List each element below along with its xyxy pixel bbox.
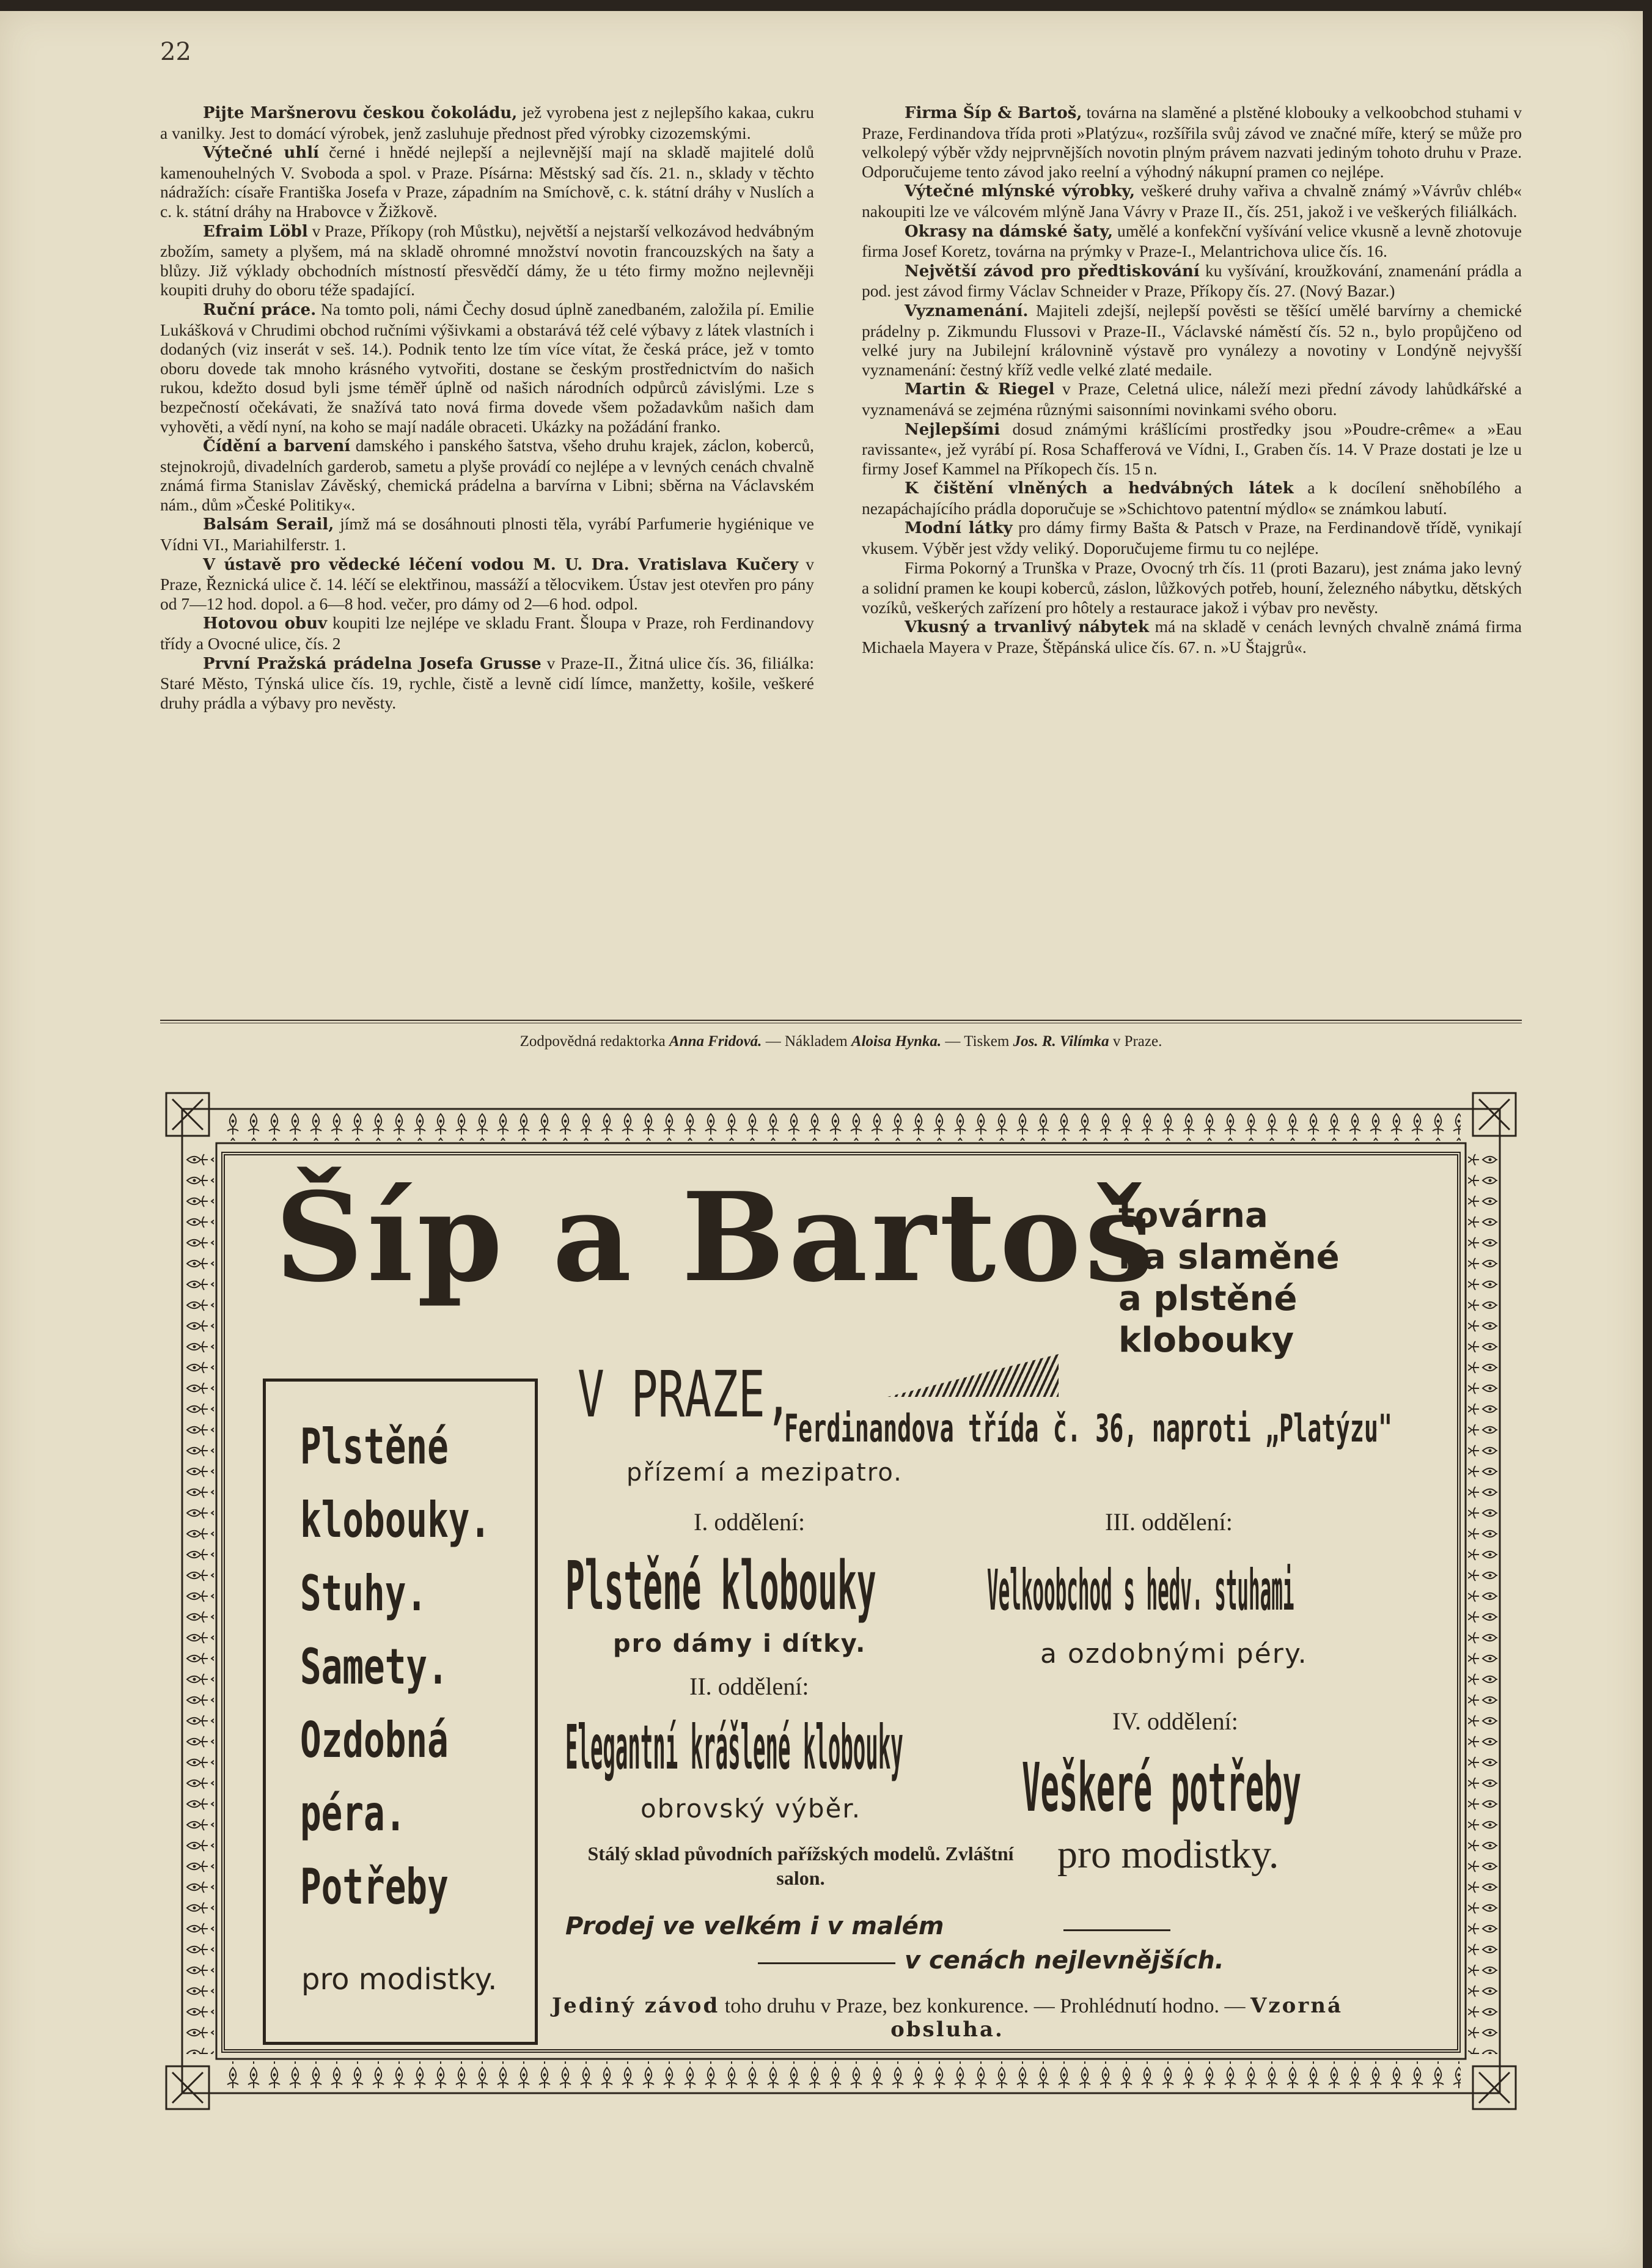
ad-floors: přízemí a mezipatro.	[626, 1459, 903, 1487]
dept-note: Stálý sklad původních pařížských modelů. Zvláštní salon.	[587, 1843, 1014, 1889]
dept-label: IV. oddělení:	[1112, 1707, 1238, 1735]
notice: Výtečné uhlí černé i hnědé nejlepší a nejlevnější mají na skladě majitelé dolů kamenouhelných V. Svoboda a spol. v Praze. Písárna: Městský sad čís. 21. n., sklady v těchto nádražích: císaře Františka Josefa v Praze, západním na Smíchově, c. k. státní dráhy v Nuslích a c. k. státní dráhy na Hrabovce v Žižkově.	[160, 142, 815, 221]
dept-label: II. oddělení:	[689, 1673, 809, 1700]
dept-subtitle: a ozdobnými péry.	[1040, 1638, 1308, 1670]
notice: Hotovou obuv koupiti lze nejlépe ve skladu Frant. Šloupa v Praze, roh Ferdinandovy třídy a Ovocné ulice, čís. 2	[160, 613, 814, 654]
notice: Vyznamenání. Majiteli zdejší, nejlepší pověsti se těšící umělé barvírny a chemické prádelny p. Zikmundu Flussovi v Praze-II., Václavské náměstí čís. 52 n., bylo propůjčeno od velké jury na Jubilejní královnině výstavě pro vynálezy a novotiny v Londýně nejvyšší vyznamenání: čestný kříž vedle velké zlaté medaile.	[862, 300, 1522, 379]
page-number: 22	[160, 38, 191, 66]
notice: Efraim Löbl v Praze, Příkopy (roh Můstku), největší a nejstarší velkozávod hedvábným zbožím, samety a plyšem, má na skladě ohromné množství novotin francouzských na šaty a blůzy. Již výklady obchodních místností přesvědčí dámy, že u této firmy možno nejlevněji koupiti druhy do oboru téže spadající.	[160, 221, 815, 300]
notice: Výtečné mlýnské výrobky, veškeré druhy vařiva a chvalně známý »Vávrův chléb« nakoupiti lze ve válcovém mlýně Jana Vávry v Praze II., čís. 251, jakož i ve veškerých filiálkách.	[862, 181, 1522, 221]
notice: Ruční práce. Na tomto poli, námi Čechy dosud úplně zanedbaném, založila pí. Emilie Lukášková v Chrudimi obchod ručními výšivkami a obstarává též celé výbavy z látek vlastních i dodaných (viz inserát v seš. 14.). Podnik tento lze tím více vítat, že česká práce, jež v tomto oboru dovede tak mnoho krásného vytvořiti, dostane se českým prostřednictvím do našich rukou, kdežto dosud byli jsme téměř úplně od našich národních odpůrců závislými. Lze s bezpečností očekávati, že snažívá tato nová firma dovede všem požadavkům našich dam vyhověti, a vědí nyní, na koho se mají nadále obraceti. Ukázky na požádání franko.	[160, 299, 814, 436]
sale-line-2: v cenách nejlevnějších.	[905, 1946, 1224, 1975]
ad-address: Ferdinandova třída č. 36, naproti „Platýzu"	[784, 1406, 1393, 1451]
dept-title: Velkoobchod s hedv. stuhami	[987, 1558, 1294, 1623]
dept-title: Veškeré potřeby	[1022, 1748, 1301, 1827]
ad-subtitle: továrna na slaměné a plstěné klobouky	[1118, 1196, 1340, 1360]
right-column	[862, 103, 1522, 657]
dept-label: III. oddělení:	[1105, 1508, 1233, 1536]
notice: Největší závod pro předtiskování ku vyšívání, kroužkování, znamenání prádla a pod. jest závod firmy Václav Schneider v Praze, Příkopy čís. 27. (Nový Bazar.)	[862, 260, 1522, 301]
notice: Čídění a barvení damského i panského šatstva, všeho druhu krajek, záclon, koberců, stejnokrojů, divadelních garderob, sametu a plyše provádí co nejlépe a v levných cenách chvalně známá firma Stanislav Závěský, chemická prádelna a barvírna v Libni; sběrna na Václavském nám., dům »České Politiky«.	[160, 436, 814, 514]
notice: Nejlepšími dosud známými krášlícími prostředky jsou »Poudre-crême« a »Eau ravissante«, jež vyrábí pí. Rosa Schafferová ve Vídni, I., Graben čís. 14. V Praze dostati je lze u firmy Josef Kammel na Příkopech čís. 15 n.	[862, 419, 1522, 478]
dept-label: I. oddělení:	[694, 1508, 806, 1536]
dept-subtitle: obrovský výběr.	[641, 1794, 862, 1824]
notice: Vkusný a trvanlivý nábytek má na skladě v cenách levných chvalně známá firma Michaela Mayera v Praze, Štěpánská ulice čís. 67. n. »U Štajgrů«.	[862, 617, 1522, 657]
dash	[1063, 1929, 1170, 1931]
ad-footer: Jediný závod toho druhu v Praze, bez konkurence. — Prohlédnutí hodno. — Vzorná obsluha.	[551, 1994, 1343, 2042]
left-column	[160, 103, 814, 712]
notice: Firma Pokorný a Trunška v Praze, Ovocný trh čís. 11 (proti Bazaru), jest známa jako levný a solidní pramen ke koupi koberců, záslon, lůžkových potřeb, houní, železného nábytku, dětských vozíků, veškerých zařízení pro hôtely a restaurace jakož i výbav pro nevěsty.	[862, 558, 1522, 617]
ad-city: V PRAZE,	[578, 1357, 792, 1432]
notice: K čištění vlněných a hedvábných látek a k docílení sněhobílého a nezapáchajícího prádla doporučuje se »Schichtovo patentní mýdlo« se známkou labutí.	[862, 478, 1522, 518]
dept-title: Plstěné klobouky	[565, 1547, 876, 1625]
dept-title: Elegantní krášlené klobouky	[565, 1712, 903, 1783]
notice: Okrasy na dámské šaty, umělé a konfekční vyšívání velice vkusně a levně zhotovuje firma Josef Koretz, továrna na prýmky v Praze-I., Melantrichova ulice čís. 16.	[862, 221, 1522, 261]
divider	[160, 1020, 1522, 1021]
dept-subtitle: pro modistky.	[1057, 1832, 1279, 1877]
notice: Firma Šíp & Bartoš, továrna na slaměné a plstěné klobouky a velkoobchod stuhami v Praze, Ferdinandova třída proti »Platýzu«, rozšířila svůj závod ve značné míře, který se může pro velkolepý výběr vždy nejprvnějších novotin plným právem nazvati jediným tohoto druhu v Praze. Odporučujeme tento závod jako reelní a výhodný nákupní pramen co nejlépe.	[862, 103, 1522, 181]
imprint-line: Zodpovědná redaktorka Anna Fridová. — Nákladem Aloisa Hynka. — Tiskem Jos. R. Vilímka v Praze.	[519, 1033, 1162, 1050]
notice: Pijte Maršnerovu českou čokoládu, jež vyrobena jest z nejlepšího kakaa, cukru a vanilky. Jest to domácí výrobek, jenž zasluhuje přednost před výrobky cizozemskými.	[160, 103, 815, 142]
notice: První Pražská prádelna Josefa Grusse v Praze-II., Žitná ulice čís. 36, filiálka: Staré Město, Týnská ulice čís. 19, rychle, čistě a levně cidí límce, manžetty, košile, veškeré druhy prádla a výbavy pro nevěsty.	[160, 653, 814, 712]
ad-product-list: Plstěné klobouky. Stuhy. Samety. Ozdobná péra. Potřeby pro modistky.	[263, 1379, 538, 2045]
notice: Martin & Riegel v Praze, Celetná ulice, náleží mezi přední závody lahůdkářské a vyznamenává se zejména různými saisonními novinkami svého oboru.	[862, 379, 1522, 419]
notice: Modní látky pro dámy firmy Bašta & Patsch v Praze, na Ferdinandově třídě, vynikají vkusem. Výběr jest vždy veliký. Doporučujeme firmu tu co nejlépe.	[862, 518, 1522, 558]
sale-line-1: Prodej ve velkém i v malém	[565, 1912, 944, 1940]
notice: Balsám Serail, jímž má se dosáhnouti plnosti těla, vyrábí Parfumerie hygiénique ve Vídni VI., Mariahilferstr. 1.	[160, 514, 815, 554]
dept-subtitle: pro dámy i dítky.	[613, 1630, 867, 1658]
ad-title: Šíp a Bartoš	[275, 1166, 1158, 1309]
dash	[758, 1962, 895, 1964]
notice: V ústavě pro vědecké léčení vodou M. U. Dra. Vratislava Kučery v Praze, Řeznická ulice č. 14. léčí se elektřinou, massáží a tělocvikem. Ústav jest otevřen pro pány od 7—12 hod. dopol. a 6—8 hod. večer, pro dámy od 2—6 hod. odpol.	[160, 554, 814, 613]
